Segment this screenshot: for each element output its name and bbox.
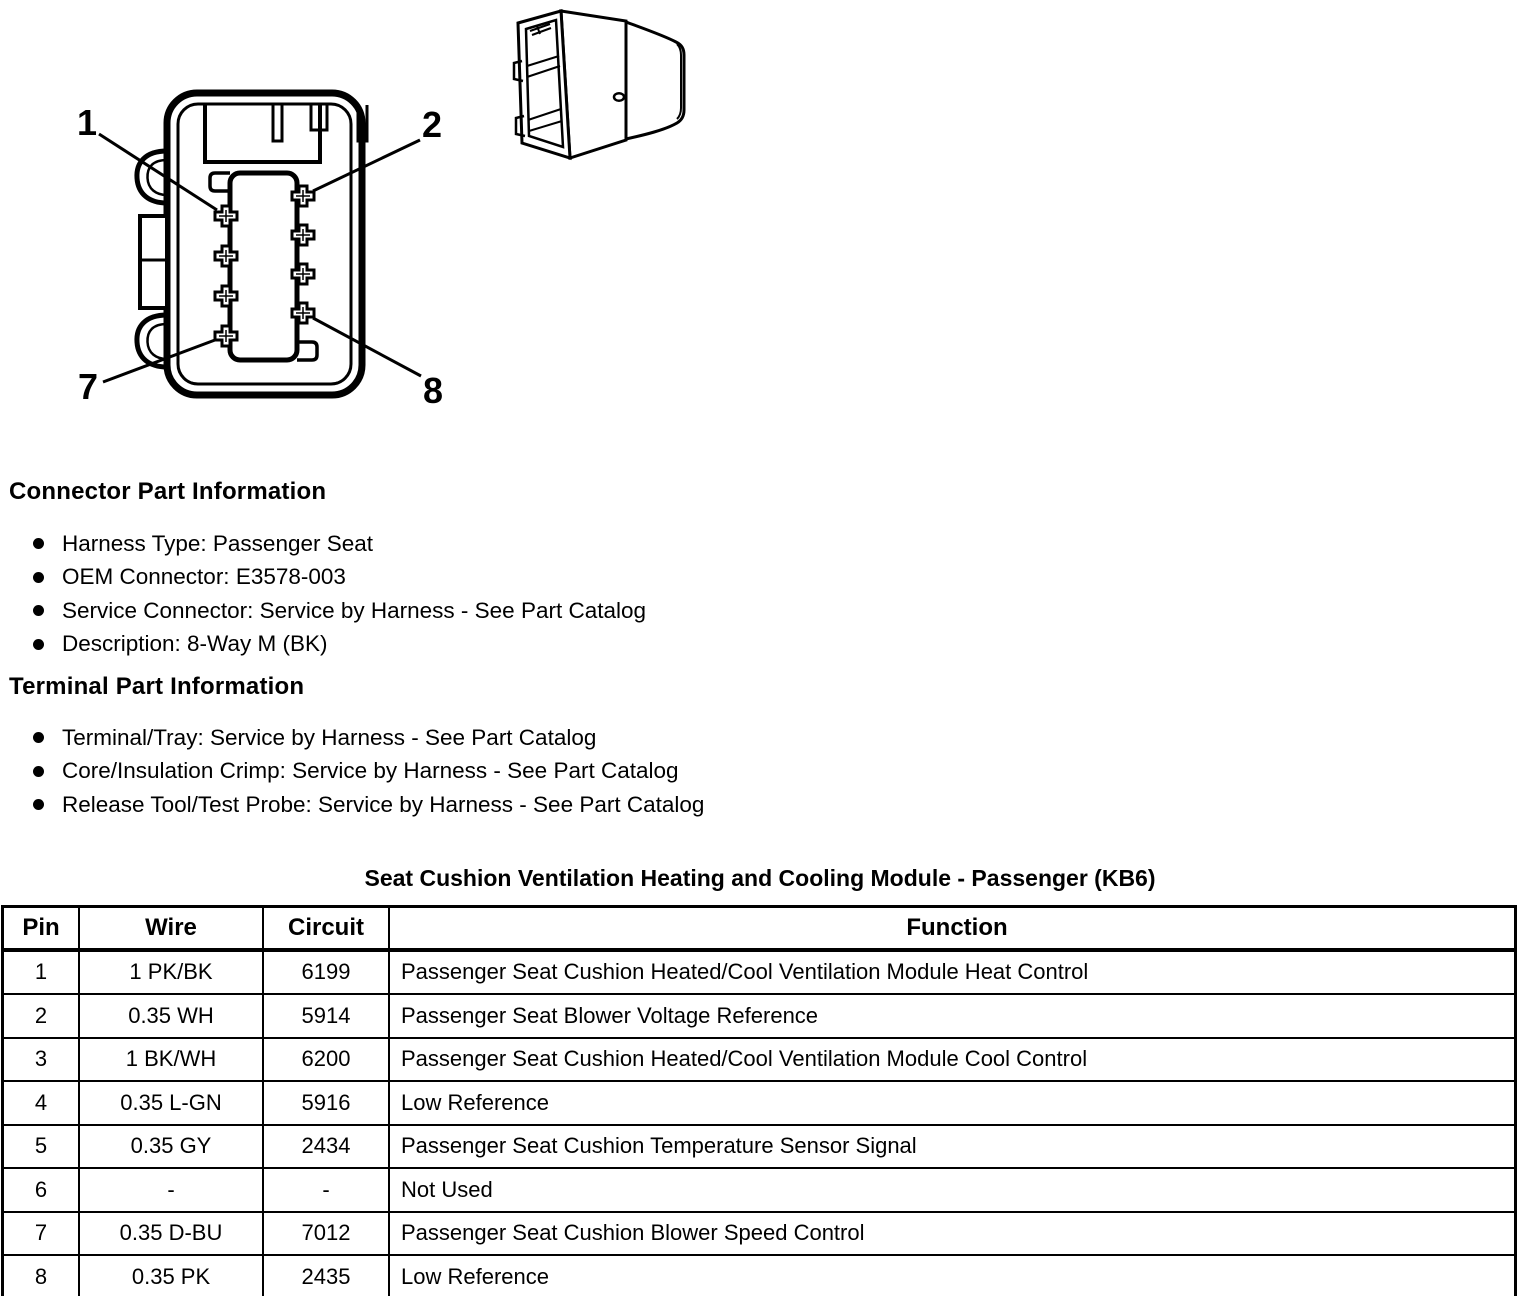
pin-table-body — [3, 950, 1516, 1296]
bullet-item — [33, 594, 1520, 628]
connector-3d-view — [493, 0, 715, 178]
pin-callout-label-2: 2 — [422, 104, 443, 145]
terminal-part-info-list — [0, 721, 1520, 822]
pin-table-header-row — [3, 906, 1516, 950]
circuit-cell: 7012 — [263, 1212, 389, 1256]
bullet-icon — [33, 732, 44, 743]
bullet-icon — [33, 766, 44, 777]
table-row — [3, 1081, 1516, 1125]
column-header-wire: Wire — [79, 906, 263, 950]
bullet-icon — [33, 639, 44, 650]
connector-side-bracket — [137, 151, 167, 367]
wire-cell: - — [79, 1168, 263, 1212]
bullet-icon — [33, 799, 44, 810]
bullet-icon — [33, 605, 44, 616]
table-row — [3, 1212, 1516, 1256]
terminal-part-info-heading: Terminal Part Information — [9, 673, 305, 700]
bullet-item — [33, 628, 1520, 662]
pin-callout-label-8: 8 — [423, 370, 444, 411]
circuit-cell: 2435 — [263, 1255, 389, 1296]
wire-cell: 0.35 PK — [79, 1255, 263, 1296]
pin-table — [1, 905, 1517, 1296]
wire-cell: 0.35 L-GN — [79, 1081, 263, 1125]
bullet-text: Core/Insulation Crimp: Service by Harness - See Part Catalog — [62, 758, 679, 784]
bullet-icon — [33, 538, 44, 549]
table-row — [3, 1255, 1516, 1296]
pin-cell: 1 — [3, 950, 80, 995]
bullet-text: Harness Type: Passenger Seat — [62, 530, 374, 556]
function-cell: Passenger Seat Cushion Blower Speed Control — [389, 1212, 1516, 1256]
function-cell: Passenger Seat Cushion Heated/Cool Ventilation Module Cool Control — [389, 1038, 1516, 1082]
table-row — [3, 994, 1516, 1038]
bullet-item — [33, 561, 1520, 595]
wire-cell: 1 PK/BK — [79, 950, 263, 995]
bullet-text: Terminal/Tray: Service by Harness - See Part Catalog — [62, 724, 597, 750]
pin-cell: 8 — [3, 1255, 80, 1296]
connector-socket-opening — [514, 11, 570, 158]
pin-table-title: Seat Cushion Ventilation Heating and Cooling Module - Passenger (KB6) — [364, 864, 1156, 891]
function-cell: Passenger Seat Cushion Temperature Sensor Signal — [389, 1125, 1516, 1169]
bullet-icon — [33, 572, 44, 583]
bullet-item — [33, 755, 1520, 789]
bullet-text: OEM Connector: E3578-003 — [62, 564, 346, 590]
connector-face-diagram — [55, 10, 475, 430]
wire-cell: 0.35 D-BU — [79, 1212, 263, 1256]
pin-cell: 5 — [3, 1125, 80, 1169]
pin-cell: 4 — [3, 1081, 80, 1125]
function-cell: Low Reference — [389, 1081, 1516, 1125]
column-header-pin: Pin — [3, 906, 80, 950]
connector-part-info-heading: Connector Part Information — [9, 478, 327, 505]
pin-cell: 7 — [3, 1212, 80, 1256]
function-cell: Passenger Seat Cushion Heated/Cool Ventilation Module Heat Control — [389, 950, 1516, 995]
pin-cell: 2 — [3, 994, 80, 1038]
wire-cell: 1 BK/WH — [79, 1038, 263, 1082]
circuit-cell: 2434 — [263, 1125, 389, 1169]
table-row — [3, 1168, 1516, 1212]
table-row — [3, 1038, 1516, 1082]
bullet-text: Release Tool/Test Probe: Service by Harness - See Part Catalog — [62, 791, 705, 817]
circuit-cell: 5914 — [263, 994, 389, 1038]
pin-callout-label-1: 1 — [77, 102, 98, 143]
bullet-item — [33, 527, 1520, 561]
function-cell: Low Reference — [389, 1255, 1516, 1296]
connector-face-svg — [55, 10, 475, 430]
circuit-cell: - — [263, 1168, 389, 1212]
circuit-cell: 6200 — [263, 1038, 389, 1082]
bullet-text: Service Connector: Service by Harness - See Part Catalog — [62, 597, 647, 623]
pin-callout-label-7: 7 — [78, 366, 99, 407]
connector-rear-housing — [626, 22, 684, 139]
bullet-text: Description: 8-Way M (BK) — [62, 631, 328, 657]
column-header-function: Function — [389, 906, 1516, 950]
column-header-circuit: Circuit — [263, 906, 389, 950]
table-row — [3, 1125, 1516, 1169]
circuit-cell: 5916 — [263, 1081, 389, 1125]
connector-3d-svg — [493, 0, 715, 178]
pin-cell: 3 — [3, 1038, 80, 1082]
bullet-item — [33, 788, 1520, 822]
wire-cell: 0.35 WH — [79, 994, 263, 1038]
connector-figures — [0, 0, 1520, 442]
function-cell: Not Used — [389, 1168, 1516, 1212]
bullet-item — [33, 721, 1520, 755]
function-cell: Passenger Seat Blower Voltage Reference — [389, 994, 1516, 1038]
connector-part-info-list — [0, 527, 1520, 661]
circuit-cell: 6199 — [263, 950, 389, 995]
table-row — [3, 950, 1516, 995]
pin-cell: 6 — [3, 1168, 80, 1212]
connector-front-plate — [561, 11, 626, 158]
wire-cell: 0.35 GY — [79, 1125, 263, 1169]
